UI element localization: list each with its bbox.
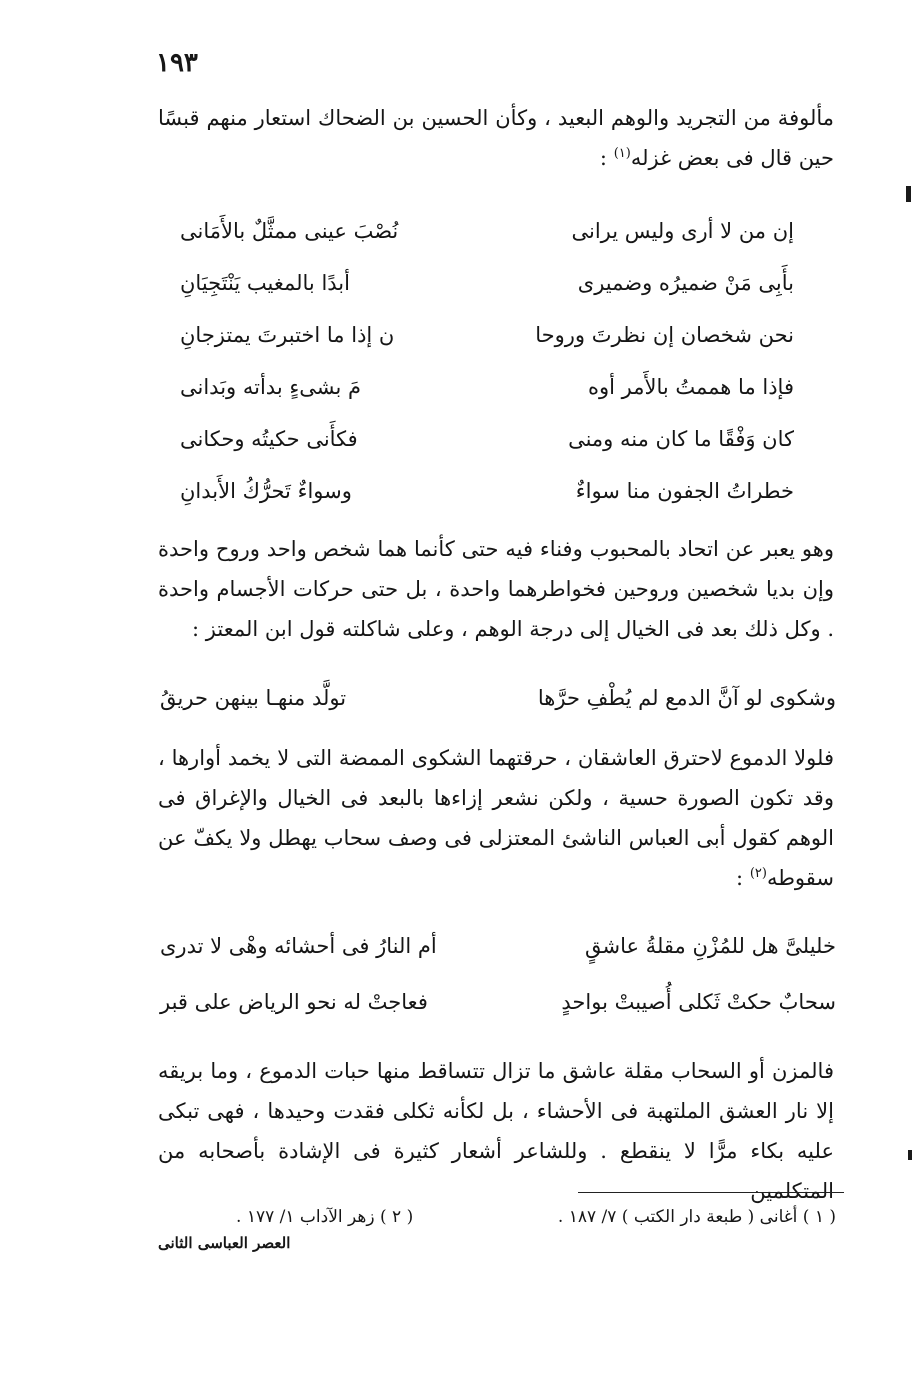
verse-second-hemistich: ن إذا ما اختبرتَ يمتزجانِ <box>180 323 395 347</box>
poem-1-verse <box>180 465 794 517</box>
verse-second-hemistich: فكأَنى حكيتُه وحكانى <box>180 427 358 451</box>
poem-2 <box>160 918 836 1030</box>
footnote-1: ( ١ ) أغانى ( طبعة دار الكتب ) ٧/ ١٨٧ . <box>557 1207 836 1227</box>
footnote-ref-1: (١) <box>613 146 631 161</box>
paragraph-2: وهو يعبر عن اتحاد بالمحبوب وفناء فيه حتى كأنما هما شخص واحد وروح واحدة وإن بديا شخصين وروحين فخواطرهما واحدة ، بل حتى حركات الأجسام واحدة . وكل ذلك بعد فى الخيال إلى درجة الوهم ، وعلى شاكلته قول ابن المعتز : <box>158 537 834 641</box>
footnote-ref-2: (٢) <box>749 866 767 881</box>
poem-1-verse <box>180 257 794 309</box>
verse-first-hemistich: خطراتُ الجفون منا سواءٌ <box>575 479 794 503</box>
verse-first-hemistich: فإذا ما هممتُ بالأَمر أوه <box>588 375 794 399</box>
footnotes <box>236 1204 836 1230</box>
scan-speck <box>908 1150 912 1160</box>
poem-1-verse <box>180 413 794 465</box>
paragraph-3-tail: : <box>736 866 750 890</box>
single-verse-line <box>160 672 836 724</box>
verse-second-hemistich: نُصْبَ عينى ممثَّلٌ بالأَمَانى <box>180 219 399 243</box>
verse-first-hemistich: كان وَفْقًا ما كان منه ومنى <box>568 427 794 451</box>
poem-1-verse <box>180 205 794 257</box>
verse-first-hemistich: سحابٌ حكتْ ثَكلى أُصيبتْ بواحدٍ <box>561 990 836 1014</box>
paragraph-3-text: فلولا الدموع لاحترق العاشقان ، حرقتهما الشكوى الممضة التى لا يخمد أوارها ، وقد تكون الصورة حسية ، ولكن نشعر إزاءها بالبعد فى الخيال والإغراق فى الوهم كقول أبى العباس الناشئ المعتزلى فى وصف سحاب يهطل ولا يكفّ عن سقوطه <box>158 746 834 890</box>
poem-2-verse <box>160 974 836 1030</box>
paragraph-1-tail: : <box>599 146 614 170</box>
poem-2-verse <box>160 918 836 974</box>
footnote-divider <box>578 1192 844 1193</box>
paragraph-3 <box>158 738 834 898</box>
verse-first-hemistich: بأَبِى مَنْ ضميرُه وضميرى <box>577 271 794 295</box>
verse-first-hemistich: خليلىَّ هل للمُزْنِ مقلةُ عاشقٍ <box>584 934 836 958</box>
verse-first-hemistich: نحن شخصان إن نظرتَ وروحا <box>535 323 794 347</box>
poem-1 <box>180 205 794 517</box>
page-number: ١٩٣ <box>156 48 198 78</box>
verse-first-hemistich: إن من لا أرى وليس يرانى <box>571 219 794 243</box>
poem-1-verse <box>180 309 794 361</box>
footnote-2: ( ٢ ) زهر الآداب ١/ ١٧٧ . <box>236 1207 414 1227</box>
paragraph-1 <box>158 98 834 178</box>
single-verse <box>160 672 836 724</box>
paragraph-4: فالمزن أو السحاب مقلة عاشق ما تزال تتساقط منها حبات الدموع ، وما بريقه إلا نار العشق الملتهبة فى الأحشاء ، بل لكأنه ثكلى فقدت وحيدها ، فهى تبكى عليه بكاء مرًّا لا ينقطع . وللشاعر أشعار كثيرة فى الإشادة بأصحابه من المتكلمين <box>158 1059 834 1203</box>
verse-second-hemistich: فعاجتْ له نحو الرياض على قبر <box>160 990 428 1014</box>
poem-1-verse <box>180 361 794 413</box>
verse-second-hemistich: أم النارُ فى أحشائه وهْى لا تدرى <box>160 934 437 958</box>
verse-second-hemistich: تولَّد منهـا بينهن حريقُ <box>160 686 347 710</box>
verse-first-hemistich: وشكوى لو آنَّ الدمع لم يُطْفِ حرَّها <box>537 686 836 710</box>
running-footer: العصر العباسى الثانى <box>158 1234 291 1252</box>
paragraph-1-text: مألوفة من التجريد والوهم البعيد ، وكأن الحسين بن الضحاك استعار منهم قبسًا حين قال فى بعض غزله <box>158 106 834 170</box>
verse-second-hemistich: مَ بشىءٍ بدأته وبَدانى <box>180 375 361 399</box>
scan-speck <box>906 186 911 202</box>
verse-second-hemistich: أبدًا بالمغيب يَنْتَجِيَانِ <box>180 271 350 295</box>
verse-second-hemistich: وسواءٌ تَحرُّكُ الأَبدانِ <box>180 479 352 503</box>
